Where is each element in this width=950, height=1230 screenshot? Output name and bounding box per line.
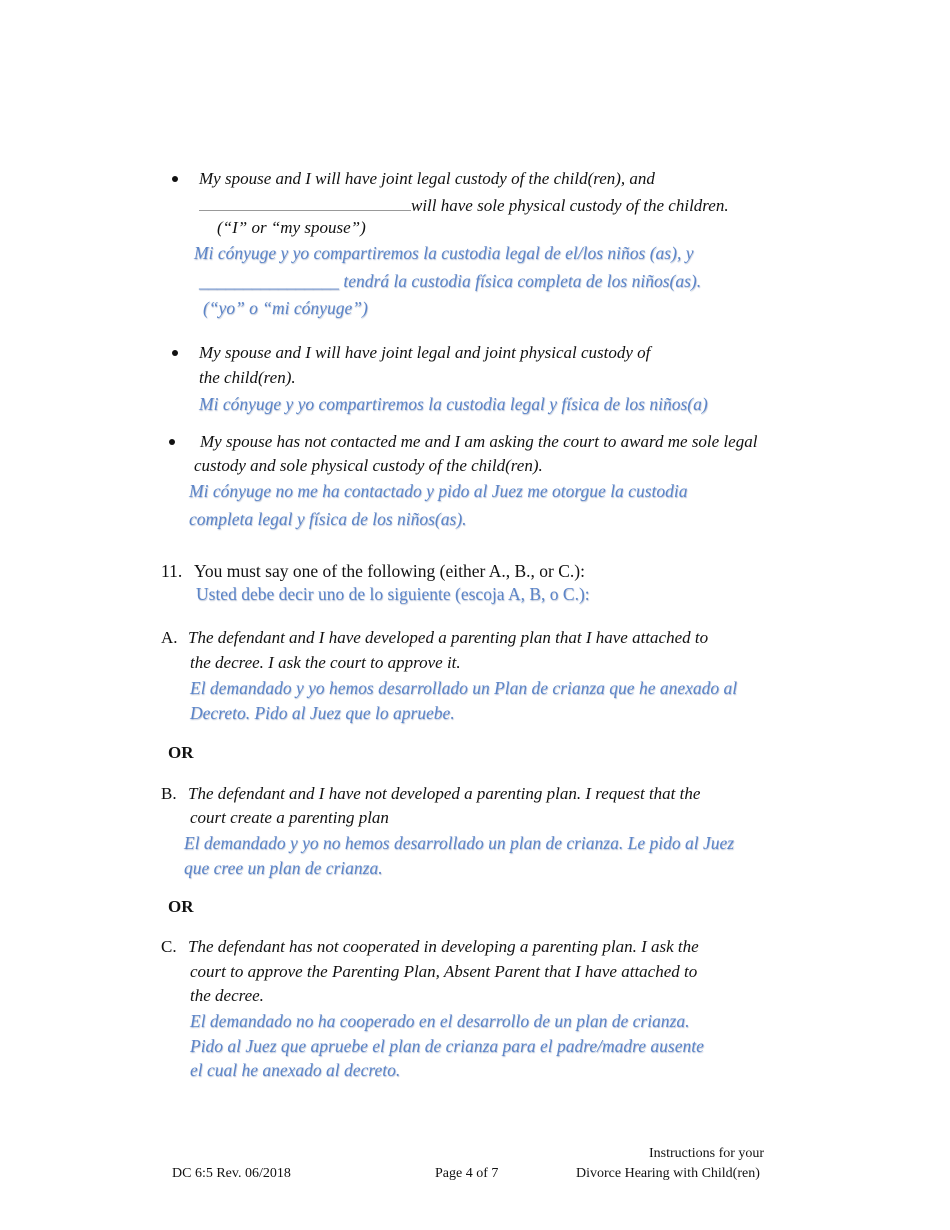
optionA-letter: A. — [161, 628, 178, 647]
bullet1-es-blank: ________________ — [199, 271, 339, 291]
optionC-en-line2: court to approve the Parenting Plan, Absent Parent that I have attached to — [190, 962, 698, 981]
optionB-en-line2: court create a parenting plan — [190, 808, 389, 827]
optionC-es-line3: el cual he anexado al decreto. — [190, 1060, 401, 1080]
optionC-en-line3: the decree. — [190, 986, 264, 1005]
bullet2-en-line1: My spouse and I will have joint legal and joint physical custody of — [199, 343, 651, 362]
bullet3-es-line1: Mi cónyuge no me ha contactado y pido al Juez me otorgue la custodia — [189, 481, 688, 501]
optionA-es-line2: Decreto. Pido al Juez que lo apruebe. — [190, 703, 455, 723]
bullet1-es-line3: (“yo” o “mi cónyuge”) — [203, 298, 368, 318]
bullet3-en-line1: My spouse has not contacted me and I am asking the court to award me sole legal — [200, 432, 758, 451]
bullet3-en-line2: custody and sole physical custody of the child(ren). — [194, 456, 543, 475]
optionB-letter: B. — [161, 784, 177, 803]
or-separator-1: OR — [168, 743, 194, 762]
optionC-es-line1: El demandado no ha cooperado en el desarrollo de un plan de crianza. — [190, 1011, 690, 1031]
footer-form-id: DC 6:5 Rev. 06/2018 — [172, 1166, 291, 1181]
bullet2-es-line1: Mi cónyuge y yo compartiremos la custodia legal y física de los niños(a) — [199, 394, 708, 414]
optionC-en-line1: The defendant has not cooperated in developing a parenting plan. I ask the — [188, 937, 699, 956]
bullet1-en-line3: (“I” or “my spouse”) — [217, 218, 366, 237]
bullet1-en-line1: My spouse and I will have joint legal custody of the child(ren), and — [199, 169, 655, 188]
or-separator-2: OR — [168, 897, 194, 916]
optionB-en-line1: The defendant and I have not developed a parenting plan. I request that the — [188, 784, 701, 803]
bullet1-es-line2: tendrá la custodia física completa de los niños(as). — [343, 271, 702, 291]
custody-blank-field[interactable] — [199, 194, 411, 211]
bullet1-en-line2-wrap — [199, 194, 729, 216]
optionA-es-line1: El demandado y yo hemos desarrollado un Plan de crianza que he anexado al — [190, 678, 738, 698]
item11-en: You must say one of the following (either A., B., or C.): — [194, 561, 585, 581]
footer-page-number: Page 4 of 7 — [435, 1166, 499, 1181]
optionB-es-line1: El demandado y yo no hemos desarrollado un plan de crianza. Le pido al Juez — [184, 833, 735, 853]
optionC-letter: C. — [161, 937, 177, 956]
bullet-dot-1 — [172, 176, 178, 182]
bullet1-es-line1: Mi cónyuge y yo compartiremos la custodia legal de el/los niños (as), y — [194, 243, 694, 263]
optionB-es-line2: que cree un plan de crianza. — [184, 858, 383, 878]
bullet1-es-line2-wrap — [199, 271, 701, 291]
bullet-dot-2 — [172, 350, 178, 356]
bullet3-es-line2: completa legal y física de los niños(as). — [189, 509, 467, 529]
optionC-es-line2: Pido al Juez que apruebe el plan de crianza para el padre/madre ausente — [190, 1036, 704, 1056]
bullet-dot-3 — [169, 439, 175, 445]
footer-title-line2: Divorce Hearing with Child(ren) — [576, 1166, 760, 1181]
optionA-en-line1: The defendant and I have developed a parenting plan that I have attached to — [188, 628, 709, 647]
item11-number: 11. — [161, 561, 183, 581]
optionA-en-line2: the decree. I ask the court to approve it. — [190, 653, 461, 672]
item11-es: Usted debe decir uno de lo siguiente (escoja A, B, o C.): — [196, 584, 590, 604]
bullet1-en-line2: will have sole physical custody of the children. — [411, 196, 729, 215]
bullet2-en-line2: the child(ren). — [199, 368, 296, 387]
footer-title-line1: Instructions for your — [649, 1146, 765, 1161]
